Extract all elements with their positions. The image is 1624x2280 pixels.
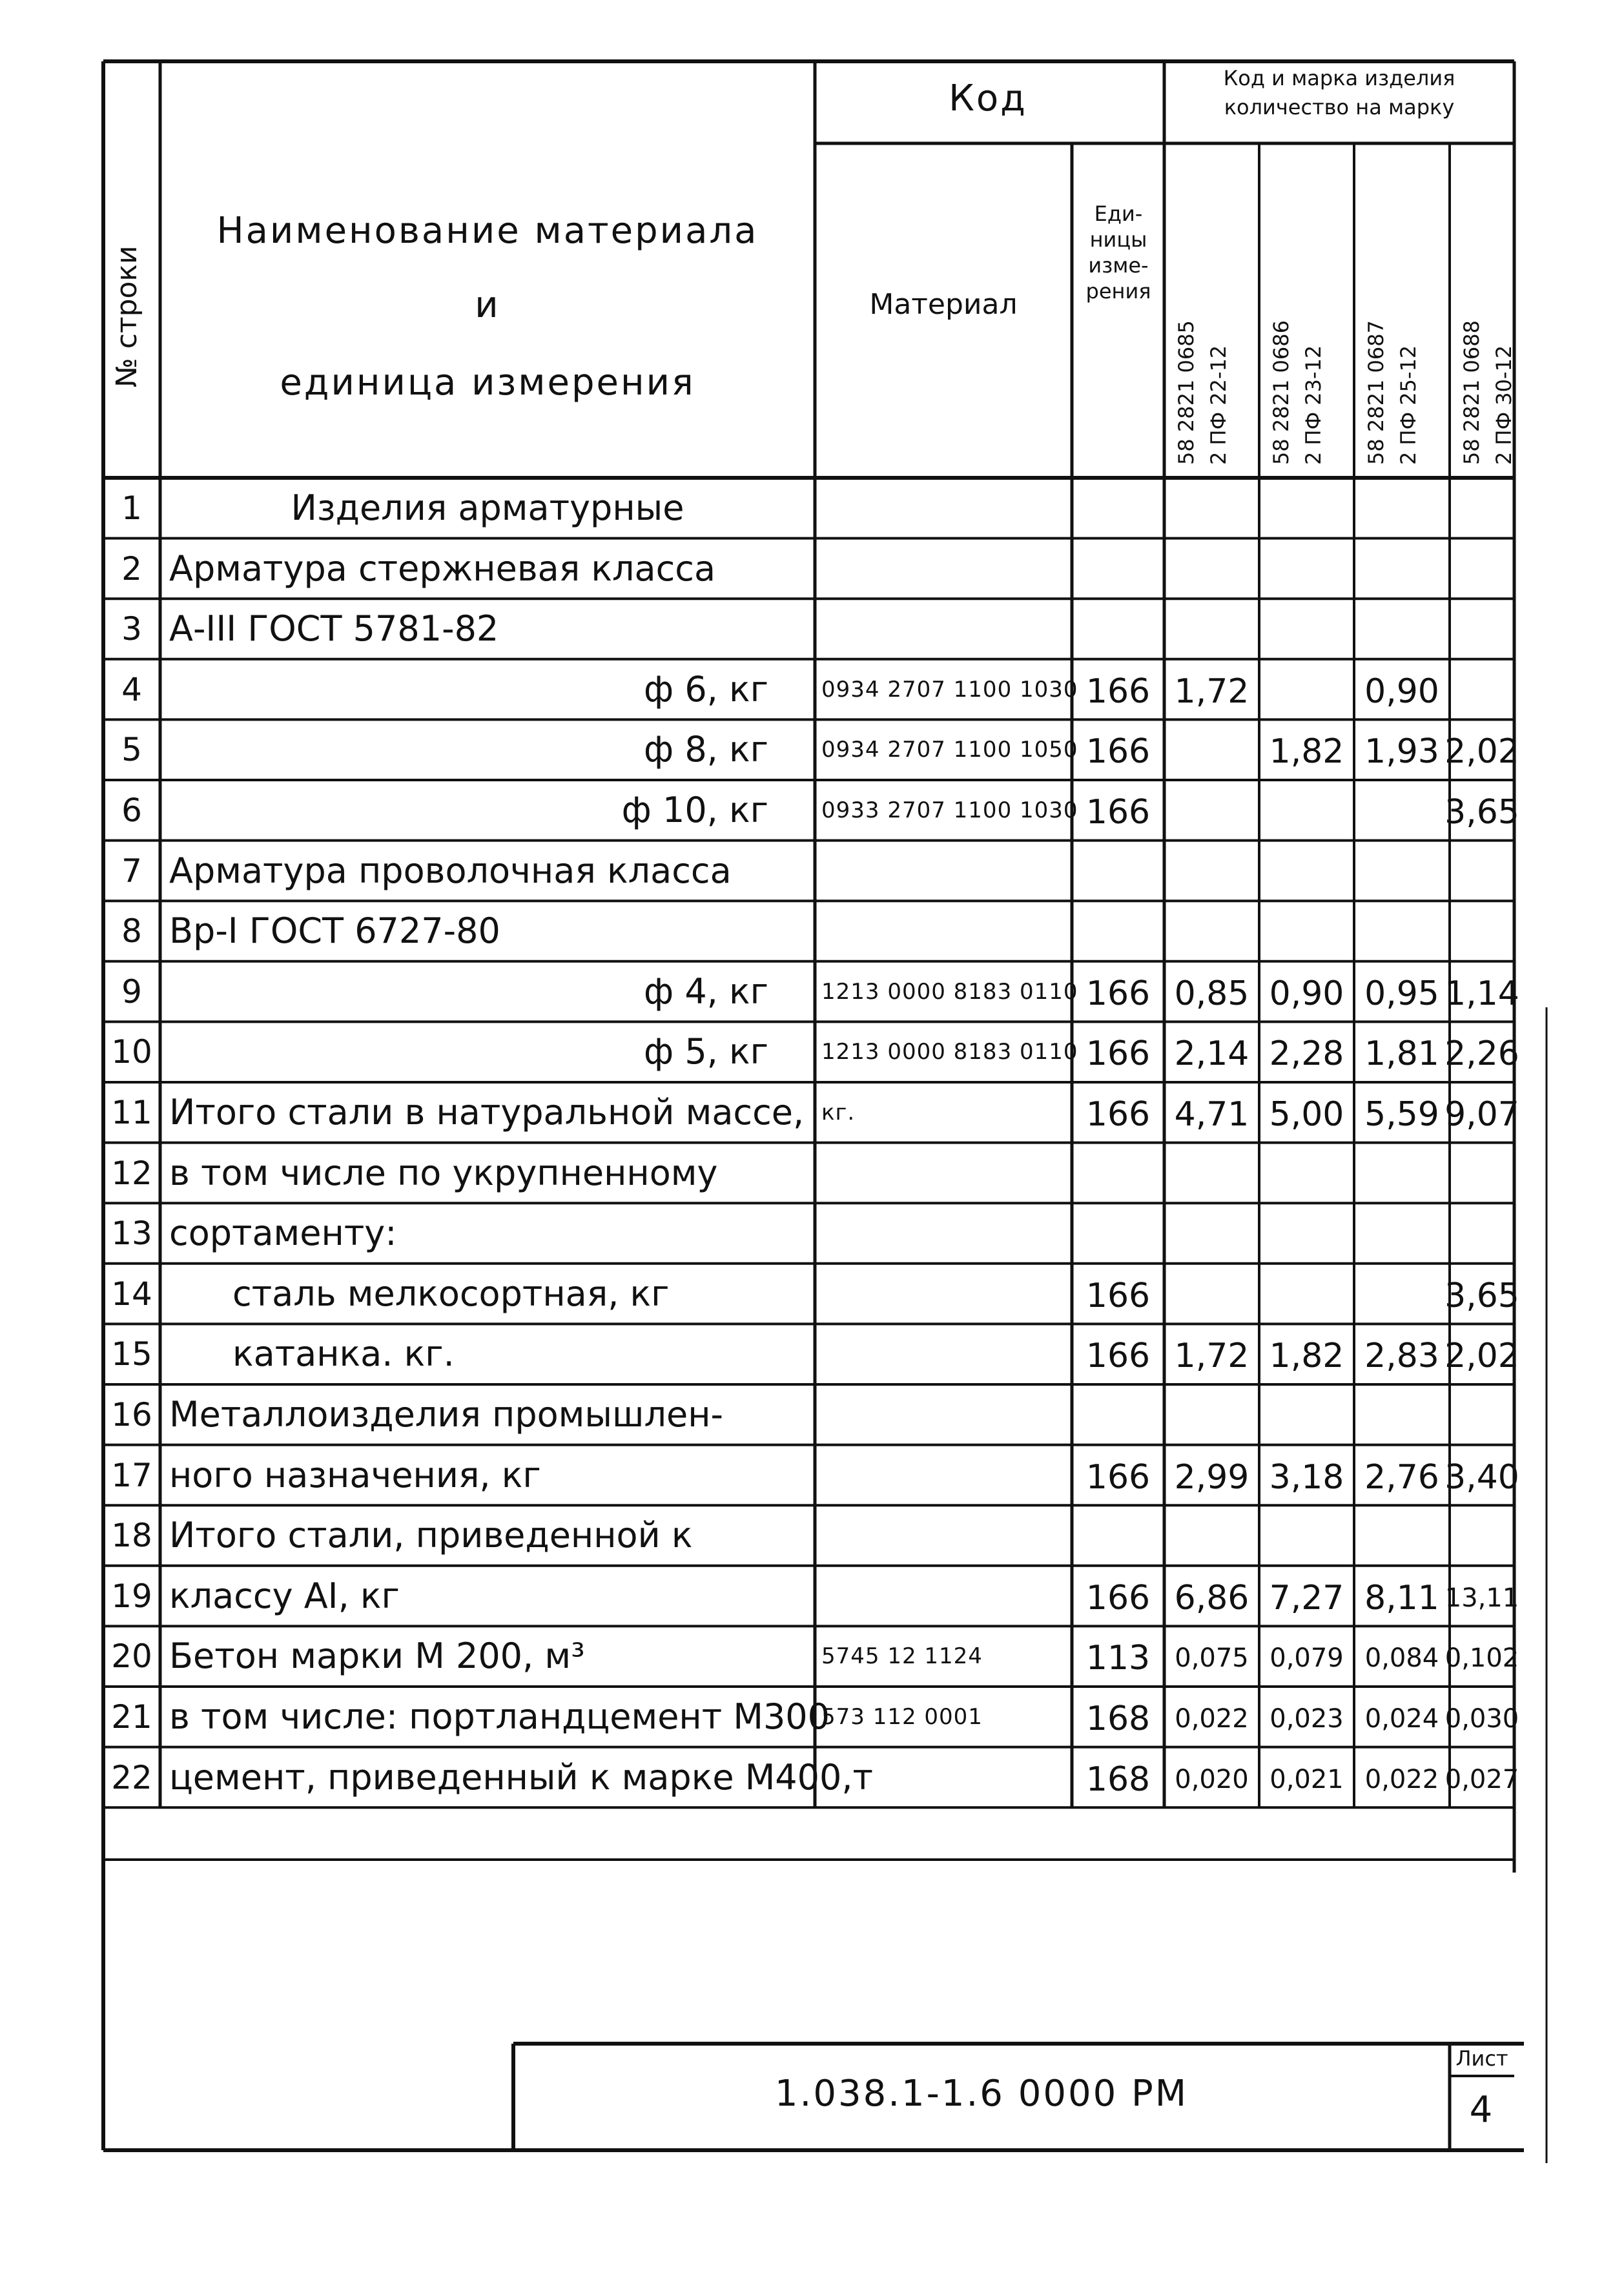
row-value-mark-3: 0,90: [1364, 672, 1439, 711]
header-material: Материал: [869, 288, 1018, 321]
row-material-code: 0934 2707 1100 1030: [821, 676, 1078, 703]
row-unit-code: 113: [1085, 1639, 1151, 1678]
row-value-mark-2: 0,023: [1269, 1704, 1344, 1734]
row-value-mark-1: 0,075: [1175, 1643, 1249, 1674]
row-name: А-III ГОСТ 5781-82: [169, 608, 499, 650]
row-number: 21: [111, 1698, 152, 1736]
row-unit-code: 166: [1085, 1457, 1151, 1497]
row-number: 1: [121, 489, 142, 527]
row-value-mark-4: 9,07: [1444, 1095, 1519, 1134]
row-value-mark-1: 0,85: [1174, 974, 1249, 1013]
header-name-line-1: Наименование материала: [216, 210, 759, 252]
row-value-mark-4: 1,14: [1444, 974, 1519, 1013]
row-number: 10: [111, 1033, 152, 1071]
row-value-mark-1: 1,72: [1174, 672, 1249, 711]
header-marks-line-2: количество на марку: [1224, 95, 1455, 119]
row-name: классу АI, кг: [169, 1575, 400, 1616]
row-number: 3: [121, 610, 142, 648]
row-value-mark-1: 6,86: [1174, 1578, 1249, 1618]
header-marks-line-1: Код и марка изделия: [1223, 66, 1455, 90]
row-value-mark-2: 0,90: [1269, 974, 1344, 1013]
row-material-code: 1213 0000 8183 0110: [821, 1039, 1078, 1065]
row-value-mark-4: 0,102: [1444, 1643, 1519, 1674]
row-value-mark-4: 0,027: [1444, 1764, 1519, 1794]
row-value-mark-4: 3,65: [1444, 1276, 1519, 1315]
row-unit-code: 166: [1085, 793, 1151, 832]
row-value-mark-3: 5,59: [1364, 1095, 1439, 1134]
row-name: цемент, приведенный к марке М400,т: [169, 1756, 873, 1798]
row-value-mark-1: 0,022: [1175, 1704, 1249, 1734]
row-number: 14: [111, 1275, 152, 1313]
row-name: ного назначения, кг: [169, 1454, 541, 1495]
row-value-mark-2: 3,18: [1269, 1457, 1344, 1497]
row-unit-code: 166: [1085, 1276, 1151, 1315]
header-product-mark-2: 2 ПФ 23-12: [1301, 345, 1326, 465]
stamp-sheet-label: Лист: [1455, 2046, 1508, 2071]
row-value-mark-2: 0,021: [1269, 1764, 1344, 1794]
row-number: 2: [121, 549, 142, 588]
row-number: 12: [111, 1154, 152, 1192]
row-value-mark-2: 1,82: [1269, 1337, 1344, 1376]
row-value-mark-1: 2,99: [1174, 1457, 1249, 1497]
row-value-mark-4: 2,02: [1444, 1337, 1519, 1376]
row-unit-code: 166: [1085, 672, 1151, 711]
row-value-mark-3: 8,11: [1364, 1578, 1439, 1618]
row-name: Бетон марки М 200, м³: [169, 1636, 585, 1677]
row-name: Вр-I ГОСТ 6727-80: [169, 910, 500, 952]
row-name: в том числе: портландцемент М300: [169, 1696, 830, 1737]
row-name: ф 8, кг: [643, 729, 768, 770]
row-unit-code: 166: [1085, 732, 1151, 772]
row-number: 13: [111, 1215, 152, 1253]
row-unit-code: 166: [1085, 1578, 1151, 1618]
header-name-line-2: и: [475, 284, 500, 326]
row-value-mark-3: 0,084: [1364, 1643, 1439, 1674]
row-value-mark-4: 2,02: [1444, 732, 1519, 772]
row-material-code: 1213 0000 8183 0110: [821, 978, 1078, 1005]
header-unit-line-1: Еди-: [1094, 201, 1143, 226]
row-value-mark-4: 0,030: [1444, 1704, 1519, 1734]
row-name: Итого стали, приведенной к: [169, 1515, 693, 1556]
row-material-code: 0933 2707 1100 1030: [821, 797, 1078, 823]
row-unit-code: 166: [1085, 1034, 1151, 1074]
header-unit-line-3: изме-: [1088, 253, 1149, 278]
header-product-mark-4: 2 ПФ 30-12: [1492, 345, 1516, 465]
row-value-mark-2: 5,00: [1269, 1095, 1344, 1134]
row-number: 9: [121, 972, 142, 1011]
row-number: 8: [121, 912, 142, 950]
header-unit-line-4: рения: [1085, 279, 1151, 303]
row-material-code: 5745 12 1124: [821, 1643, 983, 1670]
row-name: катанка. кг.: [232, 1333, 455, 1375]
row-name: Изделия арматурные: [291, 488, 684, 528]
stamp-sheet-number: 4: [1469, 2089, 1495, 2131]
row-name: Итого стали в натуральной массе,: [169, 1092, 805, 1133]
row-value-mark-1: 1,72: [1174, 1337, 1249, 1376]
row-number: 11: [111, 1094, 152, 1131]
row-value-mark-1: 2,14: [1174, 1034, 1249, 1074]
row-name: ф 10, кг: [621, 790, 768, 830]
row-material-code: 0934 2707 1100 1050: [821, 737, 1078, 763]
row-value-mark-3: 1,93: [1364, 732, 1439, 772]
row-name: ф 4, кг: [643, 971, 768, 1012]
row-number: 16: [111, 1396, 152, 1433]
row-name: в том числе по укрупненному: [169, 1152, 718, 1193]
header-unit-line-2: ницы: [1089, 227, 1147, 252]
row-material-code: 573 112 0001: [821, 1704, 983, 1730]
row-value-mark-2: 2,28: [1269, 1034, 1344, 1074]
header-code-group: Код: [949, 77, 1027, 119]
row-number: 22: [111, 1758, 152, 1796]
row-number: 17: [111, 1456, 152, 1494]
row-name: Арматура проволочная класса: [169, 850, 732, 891]
row-unit-code: 166: [1085, 974, 1151, 1013]
row-name: ф 6, кг: [643, 668, 768, 710]
row-number: 20: [111, 1638, 152, 1676]
row-value-mark-2: 7,27: [1269, 1578, 1344, 1618]
row-unit-code: 166: [1085, 1095, 1151, 1134]
row-unit-code: 166: [1085, 1337, 1151, 1376]
row-value-mark-3: 2,83: [1364, 1337, 1439, 1376]
header-name-line-3: единица измерения: [280, 362, 695, 404]
stamp-document-code: 1.038.1-1.6 0000 РМ: [774, 2073, 1189, 2115]
row-material-code: кг.: [821, 1100, 856, 1125]
header-product-code-1: 58 2821 0685: [1174, 320, 1198, 465]
header-row-number: № строки: [110, 245, 143, 387]
row-name: ф 5, кг: [643, 1031, 768, 1073]
row-value-mark-4: 3,65: [1444, 793, 1519, 832]
row-name: сортаменту:: [169, 1213, 397, 1254]
row-value-mark-1: 4,71: [1174, 1095, 1249, 1134]
row-value-mark-3: 0,022: [1364, 1764, 1439, 1794]
row-name: Металлоизделия промышлен-: [169, 1394, 723, 1435]
header-product-mark-1: 2 ПФ 22-12: [1206, 345, 1231, 465]
row-unit-code: 168: [1085, 1760, 1151, 1799]
header-product-code-2: 58 2821 0686: [1269, 320, 1293, 465]
row-value-mark-2: 1,82: [1269, 732, 1344, 772]
row-number: 19: [111, 1577, 152, 1615]
header-product-mark-3: 2 ПФ 25-12: [1396, 345, 1421, 465]
row-number: 18: [111, 1517, 152, 1555]
row-name: сталь мелкосортная, кг: [232, 1273, 670, 1314]
row-value-mark-4: 2,26: [1444, 1034, 1519, 1074]
row-number: 7: [121, 852, 142, 890]
row-value-mark-3: 0,95: [1364, 974, 1439, 1013]
row-number: 15: [111, 1335, 152, 1373]
row-value-mark-1: 0,020: [1175, 1764, 1249, 1794]
row-value-mark-4: 13,11: [1444, 1583, 1519, 1613]
row-number: 5: [121, 731, 142, 769]
row-value-mark-3: 2,76: [1364, 1457, 1439, 1497]
header-product-code-3: 58 2821 0687: [1364, 320, 1388, 465]
row-value-mark-3: 0,024: [1364, 1704, 1439, 1734]
row-number: 4: [121, 670, 142, 708]
row-number: 6: [121, 792, 142, 829]
row-value-mark-2: 0,079: [1269, 1643, 1344, 1674]
row-name: Арматура стержневая класса: [169, 548, 716, 589]
header-product-code-4: 58 2821 0688: [1459, 320, 1484, 465]
row-value-mark-3: 1,81: [1364, 1034, 1439, 1074]
row-unit-code: 168: [1085, 1700, 1151, 1738]
row-value-mark-4: 3,40: [1444, 1457, 1519, 1497]
